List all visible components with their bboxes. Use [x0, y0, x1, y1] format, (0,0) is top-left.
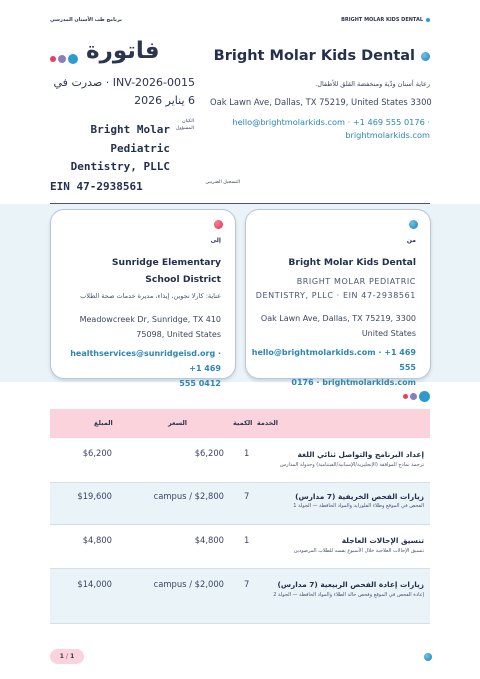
from-legal-line: BRIGHT MOLAR PEDIATRIC — [296, 277, 416, 287]
from-address — [251, 311, 416, 341]
table-row — [50, 438, 430, 483]
bill-to-address-line: Meadowcreek Dr, Sunridge, TX 410 — [79, 315, 221, 325]
item-title: إعداد البرنامج والتواصل ثنائي اللغة — [297, 450, 424, 459]
from-legal-line: DENTISTRY, PLLC · EIN 47-2938561 — [255, 291, 416, 301]
bill-to-attention: عناية: كارلا نجوين، إيذاء، مديرة خدمات صحة الطلاب — [80, 292, 221, 301]
bill-to-name-line: Sunridge Elementary — [111, 257, 221, 268]
item-amount: $4,800 — [82, 535, 112, 545]
issuer-name-line: Dentistry, PLLC — [70, 160, 170, 174]
invoice-date: 6 يناير 2026 — [134, 94, 195, 108]
tax-value: EIN 47-2938561 — [50, 180, 143, 193]
pink-dot-icon — [214, 220, 223, 229]
invoice-number: INV-2026-0015 · صدرت في — [53, 76, 195, 89]
brand-strip-text: BRIGHT MOLAR KIDS DENTAL — [341, 17, 423, 23]
issuer-name — [40, 121, 170, 177]
tax-label: التسجيل الضريبي — [205, 180, 240, 185]
header-service: الخدمة — [256, 419, 278, 427]
brand-contact-line[interactable]: hello@brightmolarkids.com · +1 469 555 0176 · — [232, 117, 430, 127]
item-description: ترجمة نماذج الموافقة (الإنجليزية/الإسبانية/الفيتنامية) وجدولة المدارس — [279, 462, 424, 468]
item-qty: 7 — [244, 491, 250, 501]
brand-dot-icon — [421, 52, 430, 61]
table-dots-icon — [403, 391, 430, 402]
program-name: برنامج طب الأسنان المدرسي — [50, 17, 122, 23]
table-row — [50, 525, 430, 569]
top-strip — [50, 14, 430, 28]
from-legal-entity — [251, 275, 416, 303]
brand-contact — [230, 116, 430, 141]
brand-header — [214, 48, 430, 64]
table-row — [50, 569, 430, 624]
from-label: من — [406, 237, 416, 244]
from-card — [245, 209, 431, 387]
bill-to-name-line: School District — [145, 274, 221, 286]
bill-to-address — [56, 312, 221, 342]
footer-dot-icon — [424, 653, 432, 661]
bill-to-contact-line[interactable]: healthservices@sunridgeisd.org · +1 469 — [70, 349, 221, 374]
item-price: campus / $2,800 — [153, 491, 224, 501]
from-address-line: Oak Lawn Ave, Dallas, TX 75219, 3300 — [260, 314, 416, 324]
bill-to-contact-line[interactable]: 555 0412 — [179, 379, 221, 388]
from-name: Bright Molar Kids Dental — [288, 257, 416, 268]
item-amount: $6,200 — [82, 448, 112, 458]
bill-to-address-line: 75098, United States — [136, 330, 221, 340]
from-contact-line[interactable]: hello@brightmolarkids.com · +1 469 555 — [251, 348, 416, 373]
item-description: تنسيق الإحالات العلاجية خلال الأسبوع نفسه للطلاب المرصودين — [293, 548, 424, 554]
table-row — [50, 483, 430, 525]
item-amount: $19,600 — [77, 491, 112, 501]
brand-address: Oak Lawn Ave, Dallas, TX 75219, United States 3300 — [210, 97, 432, 107]
bill-to-label: إلى — [210, 237, 221, 244]
page-total: 1 — [70, 653, 75, 660]
item-amount: $14,000 — [77, 579, 112, 589]
from-address-line: United States — [361, 329, 416, 339]
item-price: $6,200 — [194, 448, 224, 458]
table-header — [50, 409, 430, 438]
item-qty: 1 — [244, 535, 250, 545]
issuer-name-line: Bright Molar — [90, 123, 170, 136]
item-description: الفحص في الموقع وطلاء الفلورايد والمواد الحافظة — الجولة 1 — [293, 503, 424, 509]
page-separator: / — [65, 653, 69, 660]
from-contact[interactable] — [251, 346, 416, 390]
bill-to-body — [56, 254, 221, 392]
invoice-meta — [50, 74, 195, 110]
header-tab-shape — [118, 409, 308, 438]
strip-dot-icon — [426, 18, 430, 22]
bill-to-card — [50, 209, 236, 388]
header-qty: الكمية — [233, 419, 253, 427]
issuer-name-line: Pediatric — [110, 141, 170, 155]
item-title: زيارات إعادة الفحص الربيعية (7 مدارس) — [277, 580, 424, 589]
header-amount: المبلغ — [94, 419, 113, 427]
brand-strip-label — [341, 17, 430, 23]
tax-registration — [50, 180, 240, 198]
bill-to-name — [56, 254, 221, 288]
item-description: إعادة الفحص في الموقع وفحص حالة الطلاء والمواد الحافظة — الجولة 2 — [273, 592, 424, 598]
brand-website-link[interactable]: brightmolarkids.com — [345, 129, 430, 140]
issuer-label: الكيان المسؤول — [175, 119, 194, 132]
invoice-title: فاتورة — [86, 38, 160, 64]
item-title: تنسيق الإحالات العاجلة — [341, 536, 424, 545]
brand-name: Bright Molar Kids Dental — [213, 48, 415, 64]
from-contact-line[interactable]: 0176 · brightmolarkids.com — [291, 377, 416, 387]
brand-tagline: رعاية أسنان ودّية ومنخفضة القلق للأطفال. — [315, 80, 430, 88]
item-price: campus / $2,000 — [153, 579, 224, 589]
page-indicator — [50, 649, 84, 664]
blue-dot-icon — [409, 220, 418, 229]
item-qty: 1 — [244, 448, 250, 458]
header-price: السعر — [168, 419, 187, 427]
item-price: $4,800 — [194, 535, 224, 545]
title-dots-icon — [50, 54, 78, 64]
item-title: زيارات الفحص الخريفية (7 مدارس) — [295, 492, 424, 501]
item-qty: 7 — [244, 579, 250, 589]
from-body — [251, 254, 416, 391]
bill-to-contact[interactable] — [56, 347, 221, 391]
page-current: 1 — [59, 653, 64, 660]
